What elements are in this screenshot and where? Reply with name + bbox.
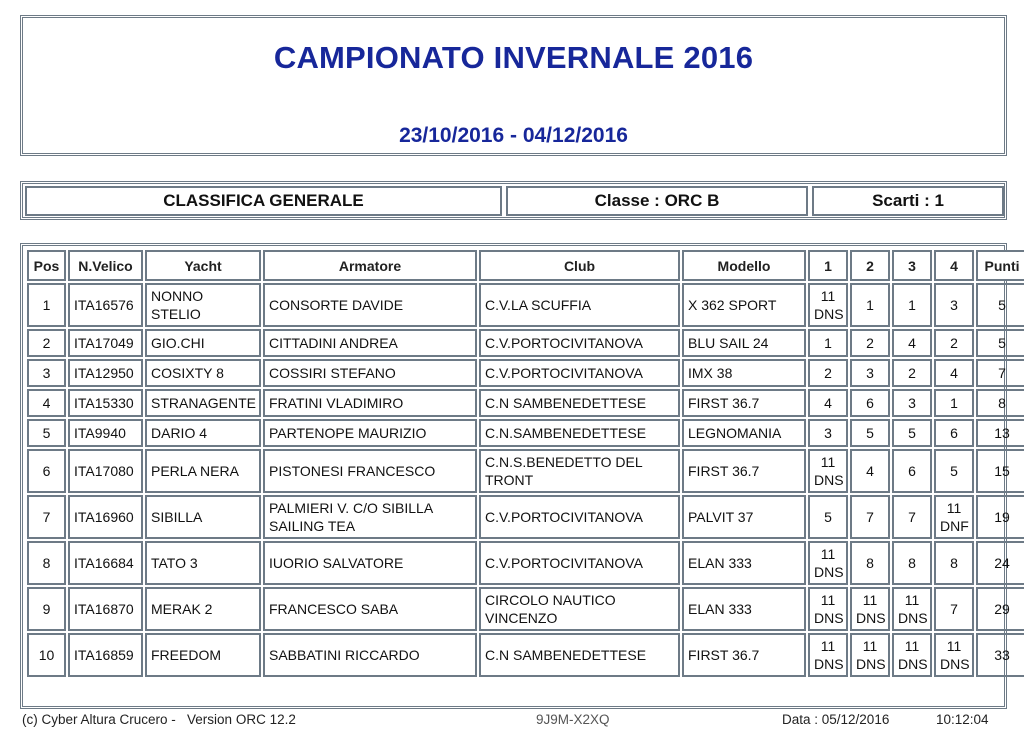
cell-modello: BLU SAIL 24	[682, 329, 806, 357]
cell-modello: FIRST 36.7	[682, 449, 806, 493]
footer-copyright: (c) Cyber Altura Crucero - Version ORC 12.2	[22, 712, 296, 727]
cell-club: CIRCOLO NAUTICO VINCENZO	[479, 587, 680, 631]
cell-modello: FIRST 36.7	[682, 633, 806, 677]
table-row	[27, 389, 1024, 417]
cell-pos: 4	[27, 389, 66, 417]
page-title: CAMPIONATO INVERNALE 2016	[273, 40, 754, 75]
cell-race-3: 6	[892, 449, 932, 493]
cell-race-3: 3	[892, 389, 932, 417]
cell-n-velico: ITA16960	[68, 495, 143, 539]
column-header-race-2: 2	[850, 250, 890, 281]
table-row	[27, 419, 1024, 447]
cell-modello: IMX 38	[682, 359, 806, 387]
cell-yacht: GIO.CHI	[145, 329, 261, 357]
table-row	[27, 541, 1024, 585]
cell-yacht: COSIXTY 8	[145, 359, 261, 387]
cell-armatore: PARTENOPE MAURIZIO	[263, 419, 477, 447]
cell-n-velico: ITA16684	[68, 541, 143, 585]
cell-club: C.V.PORTOCIVITANOVA	[479, 359, 680, 387]
table-header-row	[27, 250, 1024, 281]
cell-pos: 3	[27, 359, 66, 387]
results-table-box	[20, 243, 1020, 709]
cell-n-velico: ITA17080	[68, 449, 143, 493]
cell-punti: 5	[976, 283, 1024, 327]
cell-armatore: SABBATINI RICCARDO	[263, 633, 477, 677]
cell-race-2: 8	[850, 541, 890, 585]
cell-yacht: TATO 3	[145, 541, 261, 585]
cell-race-1: 11 DNS	[808, 449, 848, 493]
cell-yacht: PERLA NERA	[145, 449, 261, 493]
column-header-modello: Modello	[682, 250, 806, 281]
cell-race-4: 6	[934, 419, 974, 447]
cell-race-4: 8	[934, 541, 974, 585]
column-header-yacht: Yacht	[145, 250, 261, 281]
cell-pos: 2	[27, 329, 66, 357]
cell-armatore: COSSIRI STEFANO	[263, 359, 477, 387]
cell-yacht: SIBILLA	[145, 495, 261, 539]
column-header-punti: Punti	[976, 250, 1024, 281]
cell-club: C.V.PORTOCIVITANOVA	[479, 541, 680, 585]
cell-yacht: NONNO STELIO	[145, 283, 261, 327]
table-row	[27, 633, 1024, 677]
cell-modello: PALVIT 37	[682, 495, 806, 539]
cell-n-velico: ITA16576	[68, 283, 143, 327]
cell-race-4: 7	[934, 587, 974, 631]
cell-armatore: PALMIERI V. C/O SIBILLA SAILING TEA	[263, 495, 477, 539]
column-header-race-3: 3	[892, 250, 932, 281]
cell-race-3: 5	[892, 419, 932, 447]
table-row	[27, 587, 1024, 631]
cell-race-3: 1	[892, 283, 932, 327]
cell-n-velico: ITA17049	[68, 329, 143, 357]
cell-race-4: 11 DNF	[934, 495, 974, 539]
cell-armatore: PISTONESI FRANCESCO	[263, 449, 477, 493]
cell-punti: 13	[976, 419, 1024, 447]
cell-pos: 8	[27, 541, 66, 585]
cell-modello: ELAN 333	[682, 587, 806, 631]
cell-race-4: 2	[934, 329, 974, 357]
cell-race-2: 4	[850, 449, 890, 493]
cell-modello: X 362 SPORT	[682, 283, 806, 327]
column-header-n-velico: N.Velico	[68, 250, 143, 281]
cell-race-1: 1	[808, 329, 848, 357]
cell-punti: 33	[976, 633, 1024, 677]
cell-n-velico: ITA12950	[68, 359, 143, 387]
cell-race-3: 11 DNS	[892, 587, 932, 631]
cell-pos: 10	[27, 633, 66, 677]
results-table	[25, 248, 1024, 679]
footer-time: 10:12:04	[936, 712, 989, 727]
cell-race-3: 7	[892, 495, 932, 539]
cell-club: C.V.PORTOCIVITANOVA	[479, 495, 680, 539]
table-row	[27, 329, 1024, 357]
cell-modello: FIRST 36.7	[682, 389, 806, 417]
cell-race-3: 8	[892, 541, 932, 585]
cell-race-1: 11 DNS	[808, 587, 848, 631]
cell-armatore: FRANCESCO SABA	[263, 587, 477, 631]
column-header-race-1: 1	[808, 250, 848, 281]
cell-club: C.V.PORTOCIVITANOVA	[479, 329, 680, 357]
header-box	[20, 15, 1007, 156]
cell-pos: 7	[27, 495, 66, 539]
cell-race-1: 11 DNS	[808, 541, 848, 585]
cell-race-2: 5	[850, 419, 890, 447]
cell-yacht: STRANAGENTE	[145, 389, 261, 417]
cell-yacht: DARIO 4	[145, 419, 261, 447]
cell-race-1: 11 DNS	[808, 283, 848, 327]
cell-race-3: 2	[892, 359, 932, 387]
cell-race-1: 3	[808, 419, 848, 447]
table-row	[27, 359, 1024, 387]
table-row	[27, 495, 1024, 539]
cell-pos: 6	[27, 449, 66, 493]
cell-race-3: 4	[892, 329, 932, 357]
footer-code: 9J9M-X2XQ	[536, 712, 610, 727]
column-header-race-4: 4	[934, 250, 974, 281]
footer-date: Data : 05/12/2016	[782, 712, 890, 727]
cell-yacht: MERAK 2	[145, 587, 261, 631]
cell-race-2: 11 DNS	[850, 587, 890, 631]
cell-armatore: CONSORTE DAVIDE	[263, 283, 477, 327]
cell-armatore: CITTADINI ANDREA	[263, 329, 477, 357]
column-header-armatore: Armatore	[263, 250, 477, 281]
column-header-pos: Pos	[27, 250, 66, 281]
cell-race-1: 2	[808, 359, 848, 387]
cell-club: C.N SAMBENEDETTESE	[479, 633, 680, 677]
cell-race-2: 3	[850, 359, 890, 387]
cell-race-3: 11 DNS	[892, 633, 932, 677]
cell-pos: 9	[27, 587, 66, 631]
cell-punti: 5	[976, 329, 1024, 357]
cell-n-velico: ITA16870	[68, 587, 143, 631]
classe-label: Classe : ORC B	[506, 186, 808, 216]
cell-armatore: FRATINI VLADIMIRO	[263, 389, 477, 417]
cell-club: C.N.SAMBENEDETTESE	[479, 419, 680, 447]
cell-punti: 19	[976, 495, 1024, 539]
cell-race-4: 4	[934, 359, 974, 387]
cell-race-2: 7	[850, 495, 890, 539]
cell-punti: 15	[976, 449, 1024, 493]
table-body	[27, 283, 1024, 677]
cell-pos: 5	[27, 419, 66, 447]
cell-race-4: 5	[934, 449, 974, 493]
cell-race-1: 4	[808, 389, 848, 417]
date-range: 23/10/2016 - 04/12/2016	[399, 124, 628, 147]
cell-punti: 24	[976, 541, 1024, 585]
cell-n-velico: ITA15330	[68, 389, 143, 417]
cell-club: C.N SAMBENEDETTESE	[479, 389, 680, 417]
cell-race-4: 11 DNS	[934, 633, 974, 677]
column-header-club: Club	[479, 250, 680, 281]
cell-punti: 29	[976, 587, 1024, 631]
cell-race-2: 6	[850, 389, 890, 417]
cell-race-1: 5	[808, 495, 848, 539]
table-row	[27, 449, 1024, 493]
cell-race-2: 2	[850, 329, 890, 357]
cell-n-velico: ITA16859	[68, 633, 143, 677]
cell-club: C.N.S.BENEDETTO DEL TRONT	[479, 449, 680, 493]
cell-race-2: 11 DNS	[850, 633, 890, 677]
cell-pos: 1	[27, 283, 66, 327]
classifica-label: CLASSIFICA GENERALE	[25, 186, 502, 216]
cell-armatore: IUORIO SALVATORE	[263, 541, 477, 585]
cell-race-4: 1	[934, 389, 974, 417]
cell-modello: LEGNOMANIA	[682, 419, 806, 447]
scarti-label: Scarti : 1	[812, 186, 1004, 216]
info-bar	[20, 181, 1007, 220]
cell-race-1: 11 DNS	[808, 633, 848, 677]
cell-punti: 7	[976, 359, 1024, 387]
footer	[22, 712, 997, 732]
cell-club: C.V.LA SCUFFIA	[479, 283, 680, 327]
cell-race-4: 3	[934, 283, 974, 327]
cell-modello: ELAN 333	[682, 541, 806, 585]
table-row	[27, 283, 1024, 327]
cell-punti: 8	[976, 389, 1024, 417]
cell-n-velico: ITA9940	[68, 419, 143, 447]
cell-yacht: FREEDOM	[145, 633, 261, 677]
cell-race-2: 1	[850, 283, 890, 327]
